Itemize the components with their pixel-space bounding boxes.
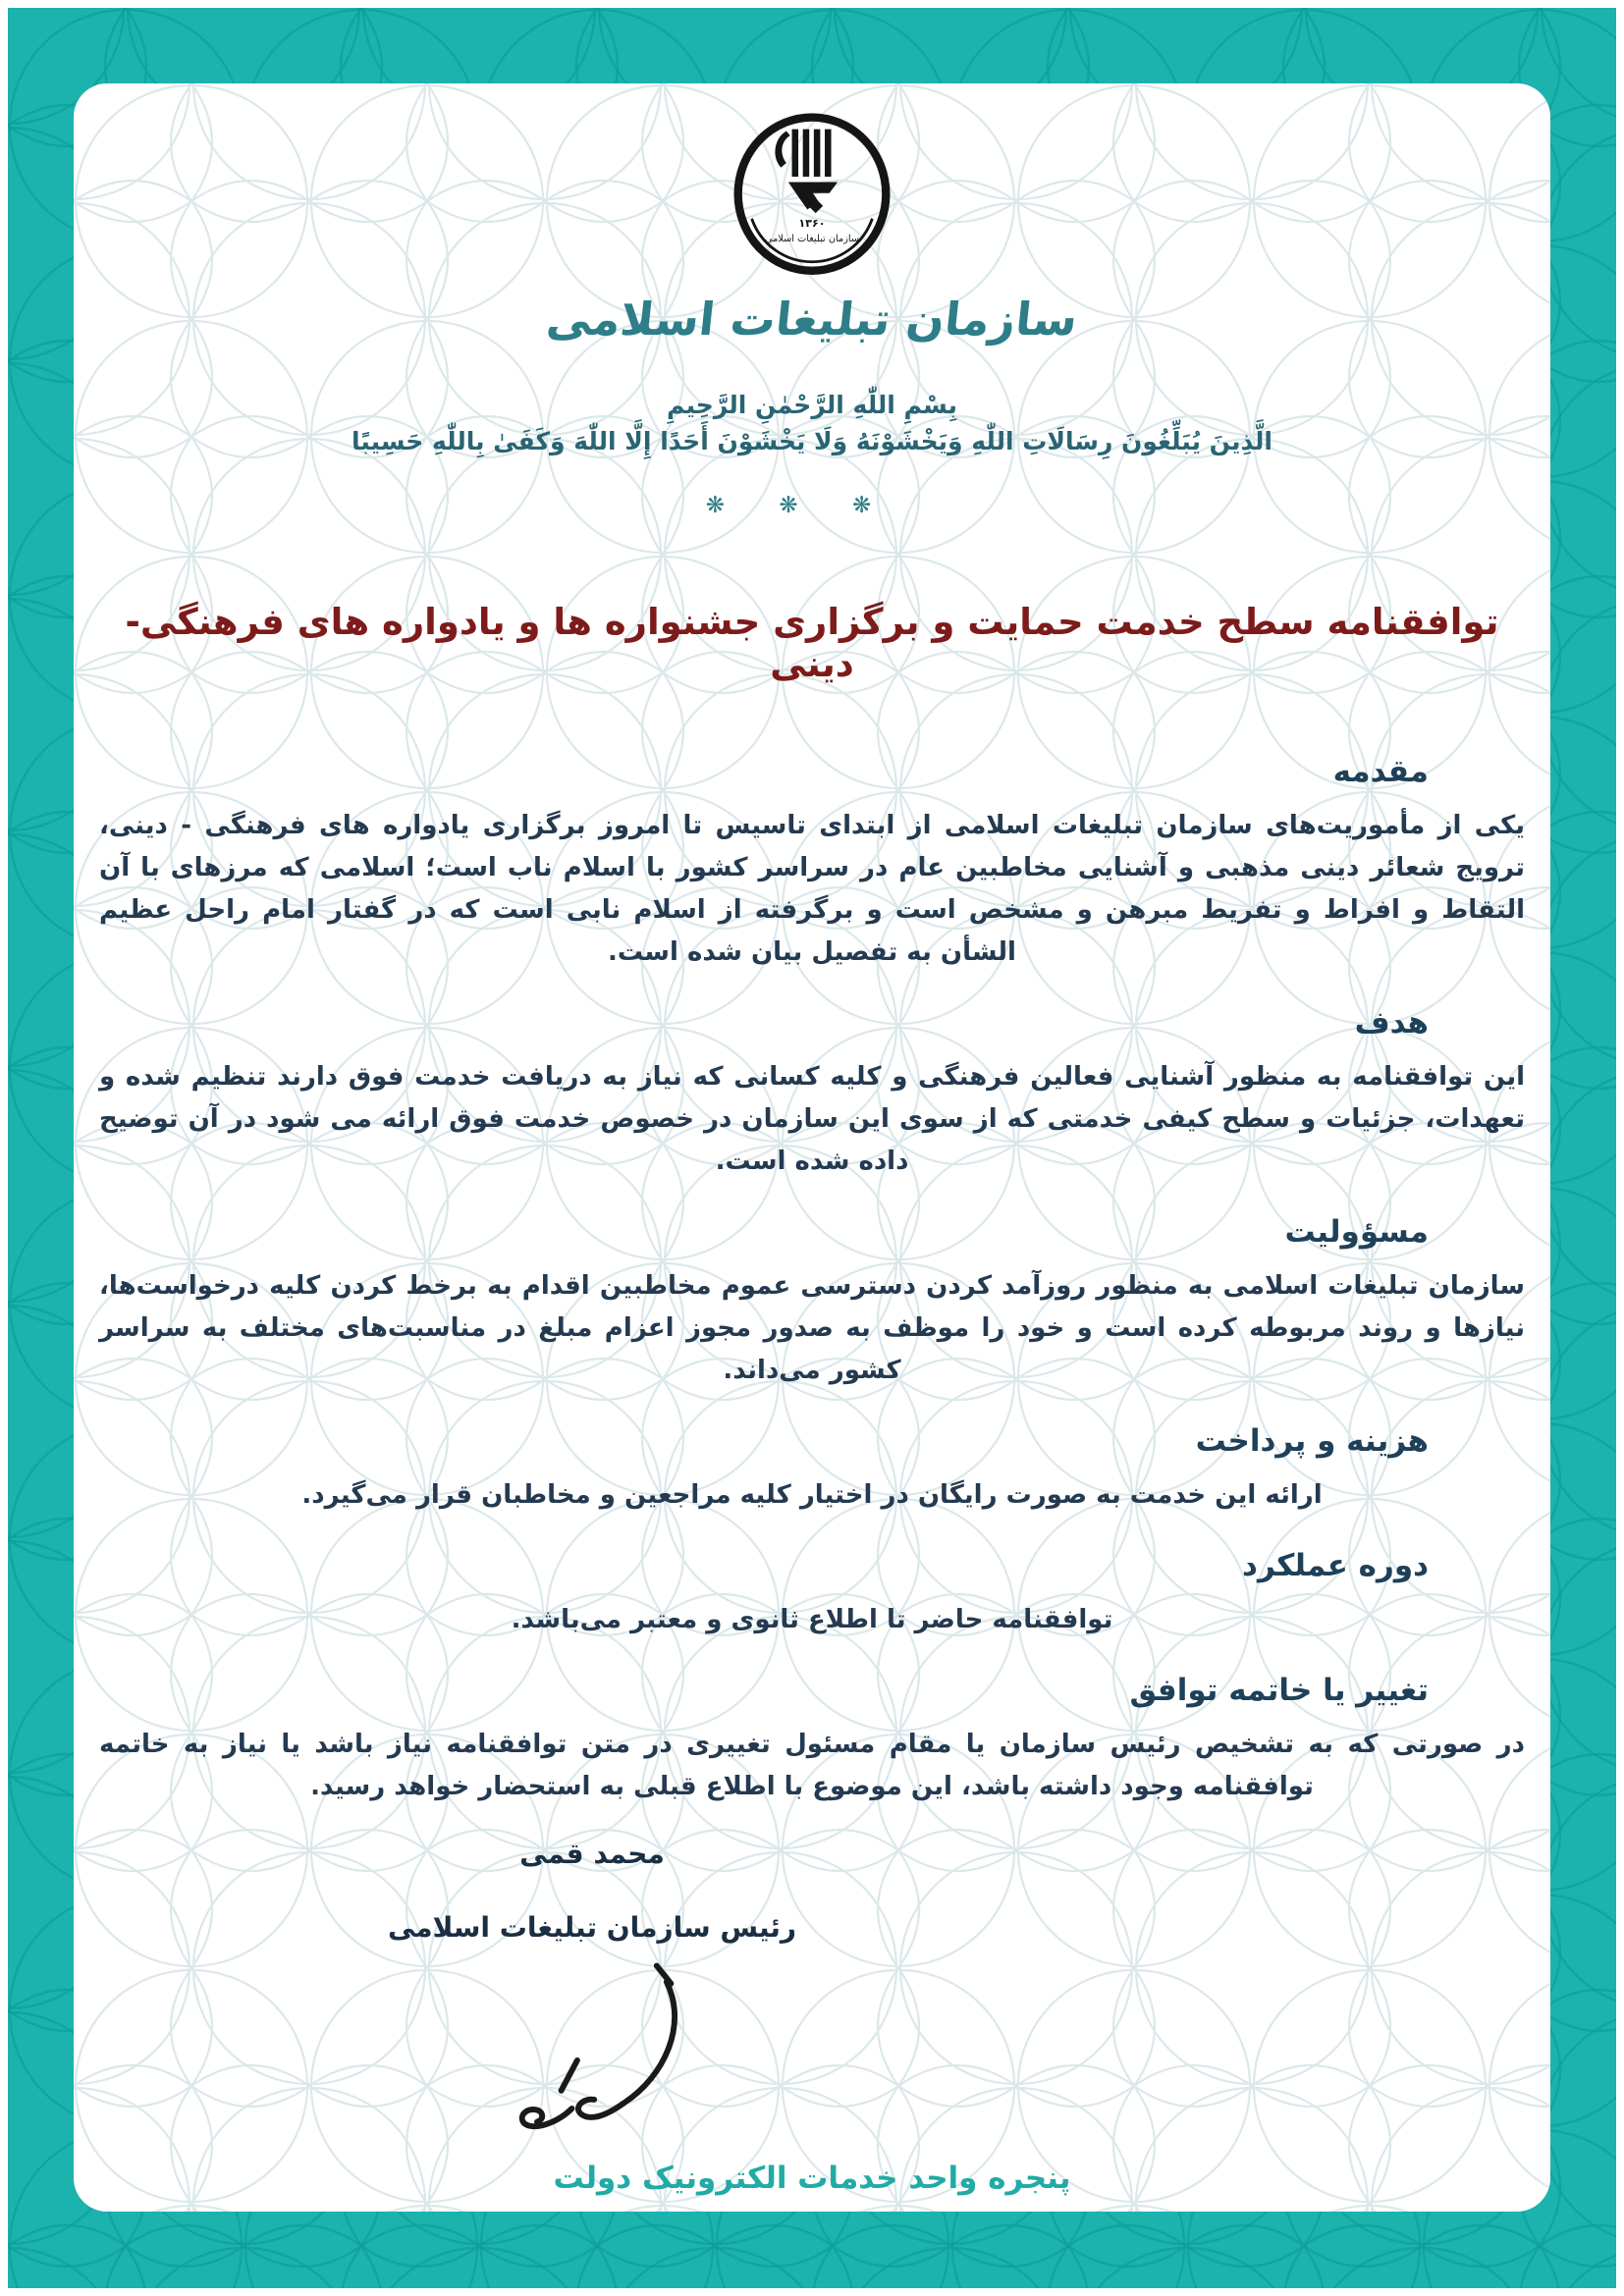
emblem-year: ۱۳۶۰	[798, 217, 826, 231]
section-body: توافقنامه حاضر تا اطلاع ثانوی و معتبر می‌باشد.	[511, 1605, 1113, 1634]
signer-role: رئیس سازمان تبلیغات اسلامی	[387, 1911, 797, 1944]
signature-block	[337, 1838, 847, 2148]
kufic-allah-motif	[775, 130, 838, 214]
section-body: در صورتی که به تشخیص رئیس سازمان یا مقام مسئول تغییری در متن توافقنامه نیاز باشد یا نیاز به خاتمه توافقنامه وجود داشته باشد، این موضوع با اطلاع قبلی به استحضار خواهد رسید.	[99, 1730, 1525, 1801]
section-body: سازمان تبلیغات اسلامی به منظور روزآمد کردن دسترسی عموم مخاطبین اقدام به برخط کردن کلیه درخواست‌ها، نیازها و روند مربوطه کرده است و خود را موظف به صدور مجوز اعزام مبلغ در مناسبت‌های مختلف به سراسر کشور می‌داند.	[99, 1271, 1525, 1385]
asterisk-ornament: ❋ ❋ ❋	[705, 493, 895, 518]
quran-verse-text: الَّذِینَ یُبَلِّغُونَ رِسَالَاتِ اللّٰهِ وَیَخْشَوْنَهُ وَلَا یَخْشَوْنَ أَحَدًا إِلَّا اللّٰهَ وَکَفَیٰ بِاللّٰهِ حَسِیبًا	[352, 427, 1272, 455]
section-body: یکی از مأموریت‌های سازمان تبلیغات اسلامی از ابتدای تاسیس تا امروز برگزاری یادواره های فرهنگی - دینی، ترویج شعائر دینی مذهبی و آشنایی مخاطبین عام در سراسر کشور با اسلام ناب است؛ اسلامی که مرزهای با آن التقاط و افراط و تفریط مبرهن و مشخص است و برگرفته از اسلام نابی است که در گفتار امام راحل عظیم الشأن به تفصیل بیان شده است.	[99, 811, 1525, 967]
sections	[99, 752, 1525, 1808]
footer	[74, 2161, 1550, 2196]
section-heading: هزینه و پرداخت	[1195, 1423, 1429, 1459]
section-masouliyat	[99, 1212, 1525, 1392]
handwritten-signature	[468, 1951, 743, 2148]
section-body: این توافقنامه به منظور آشنایی فعالین فرهنگی و کلیه کسانی که نیاز به دریافت خدمت فوق دارند تنظیم شده و تعهدات، جزئیات و سطح کیفی خدمتی که از سوی این سازمان در خصوص خدمت فوق ارائه می شود در آن توضیح داده شده است.	[99, 1062, 1525, 1176]
section-heading: مسؤولیت	[1284, 1214, 1429, 1250]
organization-emblem-icon	[721, 109, 903, 283]
section-heading: هدف	[1354, 1005, 1429, 1041]
section-hadaf	[99, 1003, 1525, 1183]
section-heading: مقدمه	[1332, 754, 1429, 789]
organization-wordmark: سازمان تبلیغات اسلامی	[544, 293, 1080, 346]
document-content	[74, 109, 1550, 2148]
section-heading: تغییر یا خاتمه توافق	[1129, 1673, 1429, 1708]
bismillah-text: بِسْمِ اللّٰهِ الرَّحْمٰنِ الرَّحِیمِ	[667, 391, 957, 419]
document-card	[74, 83, 1550, 2212]
footer-label: پنجره واحد خدمات الکترونیک دولت	[553, 2161, 1071, 2196]
section-doreh-amalkard	[99, 1546, 1525, 1641]
signer-name: محمد قمی	[519, 1838, 665, 1870]
section-taghir-khatemeh	[99, 1671, 1525, 1808]
section-moghaddameh	[99, 752, 1525, 974]
section-body: ارائه این خدمت به صورت رایگان در اختیار کلیه مراجعین و مخاطبان قرار می‌گیرد.	[301, 1480, 1323, 1510]
section-heading: دوره عملکرد	[1242, 1548, 1429, 1583]
section-hazineh-pardakht	[99, 1421, 1525, 1517]
document-title: توافقنامه سطح خدمت حمایت و برگزاری جشنواره ها و یادواره های فرهنگی-دینی	[125, 601, 1499, 685]
emblem-caption: سازمان تبلیغات اسلامی	[764, 234, 860, 245]
